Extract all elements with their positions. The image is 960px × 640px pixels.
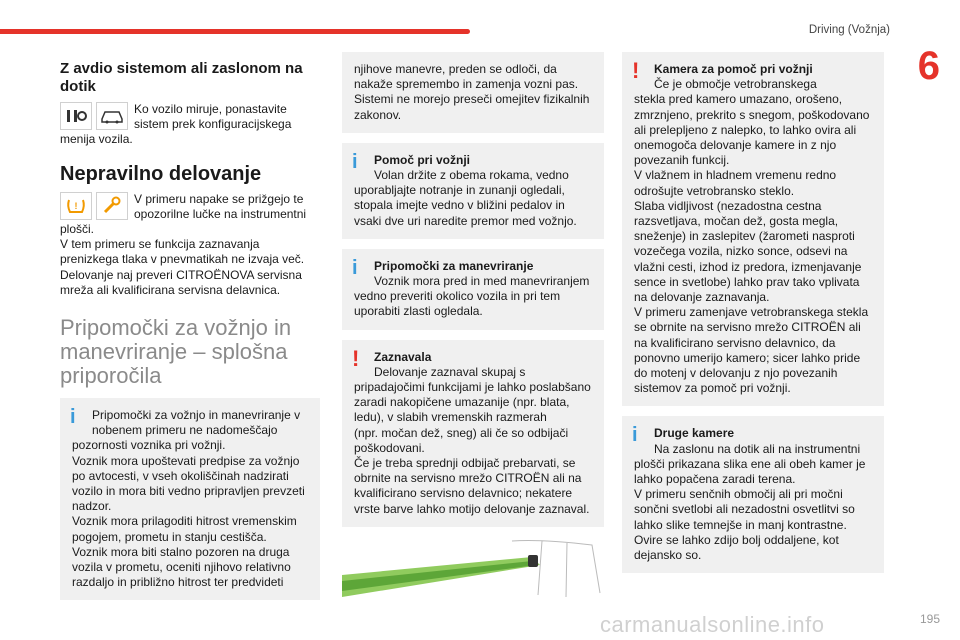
warning-box-camera bbox=[622, 52, 884, 406]
general-text-d: Voznik mora prilagoditi hitrost vremenskim pogojem, prometu in stanju cestišča. bbox=[72, 514, 297, 544]
malfunction-text-a: V primeru napake se prižgejo te opozorilne lučke na instrumentni bbox=[134, 191, 307, 221]
camera-text-d: Slaba vidljivost (nezadostna cestna razsvetljava, močan dež, gosta megla, sneženje) in zaslepitev (žarometi nasproti vozečega vozila, nizko sonce, odsevi na vlažni cesti, izhod iz predora, izmenjavanje sence in svetlobe) lahko prav tako vplivata na delovanje zaznavanja. bbox=[634, 198, 862, 305]
section-title: Driving (Vožnja) bbox=[808, 24, 890, 36]
info-box-driving-aid bbox=[342, 143, 604, 239]
manoeuvring-title: Pripomočki za manevriranje bbox=[374, 258, 534, 273]
column-2 bbox=[342, 52, 604, 605]
heading-malfunction: Nepravilno delovanje bbox=[60, 162, 262, 185]
continued-text: njihove manevre, preden se odloči, da nakaže spremembo in zamenja vozni pas. bbox=[354, 62, 579, 92]
audio-text-b: menija vozila. bbox=[60, 132, 133, 147]
chapter-number: 6 bbox=[917, 44, 940, 88]
camera-text-b: stekla pred kamero umazano, orošeno, zmrznjeno, prekrito s snegom, poškodovano ali prelepljeno z nalepko, to lahko ovira ali onemogoča delovanje kamere in z njo povezanih funkcij. bbox=[634, 92, 870, 168]
warning-icon: ! bbox=[352, 345, 360, 371]
info-box-continued bbox=[342, 52, 604, 133]
column-1 bbox=[60, 60, 320, 600]
windscreen-camera-illustration bbox=[342, 535, 604, 605]
info-box-manoeuvring bbox=[342, 249, 604, 330]
page-number: 195 bbox=[919, 612, 940, 626]
general-text-c: Voznik mora upoštevati predpise za vožnjo po avtocesti, v vseh okoliščinah nadzirati vozilo in mora biti vedno pripravljen prevzeti nadzor. bbox=[72, 453, 305, 514]
warning-box-sensors bbox=[342, 340, 604, 527]
driving-aid-text-a: Volan držite z obema rokama, vedno bbox=[374, 168, 569, 183]
malfunction-text-c: V tem primeru se funkcija zaznavanja prenizkega tlaka v pnevmatikah ne izvaja več. bbox=[60, 237, 305, 267]
watermark: carmanualsonline.info bbox=[600, 612, 825, 637]
heading-audio: Z avdio sistemom ali zaslonom na dotik bbox=[60, 60, 303, 95]
column-3 bbox=[622, 52, 884, 573]
info-box-general bbox=[60, 398, 320, 600]
camera-text-e: V primeru zamenjave vetrobranskega stekla se obrnite na servisno mrežo CITROËN ali na kvalificirano servisno delavnico, da ponovno umerijo kamero; sicer lahko pride do motenj v delovanju z njo povezanih sistemov za pomoč pri vožnji. bbox=[634, 305, 869, 396]
info-icon: i bbox=[70, 406, 76, 429]
info-icon: i bbox=[352, 256, 358, 279]
manoeuvring-text-a: Voznik mora pred in med manevriranjem bbox=[374, 274, 590, 289]
camera-text-c: V vlažnem in hladnem vremenu redno odrošujte vetrobransko steklo. bbox=[634, 168, 837, 198]
info-icon: i bbox=[352, 150, 358, 173]
general-text-e: Voznik mora biti stalno pozoren na druga vozila v prometu, oceniti njihovo relativno razdaljo in približno hitrost ter predvideti bbox=[72, 544, 291, 590]
svg-text:!: ! bbox=[74, 200, 78, 211]
manoeuvring-text-b: vedno preveriti okolico vozila in pri tem uporabiti zlasti ogledala. bbox=[354, 289, 561, 319]
other-cameras-text-b: plošči prikazana slika ene ali obeh kamer je lahko popačena zaradi terena. bbox=[634, 456, 866, 487]
info-box-other-cameras bbox=[622, 416, 884, 573]
info-icon: i bbox=[632, 424, 638, 447]
audio-text-a: Ko vozilo miruje, ponastavite sistem prek konfiguracijskega bbox=[134, 102, 292, 132]
driving-aid-title: Pomoč pri vožnji bbox=[374, 152, 471, 167]
camera-text-a: Če je območje vetrobranskega bbox=[654, 77, 817, 92]
car-icon bbox=[96, 102, 128, 130]
other-cameras-text-a: Na zaslonu na dotik ali na instrumentni bbox=[654, 441, 861, 456]
section-heading: Pripomočki za vožnjo in manevriranje – splošna priporočila bbox=[60, 315, 292, 389]
general-text-b: pozornosti voznika pri vožnji. bbox=[72, 438, 226, 453]
top-accent-bar bbox=[0, 29, 470, 34]
driving-aid-text-b: uporabljajte notranje in zunanji ogledali, stopala imejte vedno v bližini pedalov in vsaki dve uri naredite premor med vožnjo. bbox=[354, 183, 577, 228]
malfunction-block bbox=[60, 192, 320, 222]
sensors-text-d: Če je treba sprednji odbijač prebarvati, se obrnite na servisno mrežo CITROËN ali na kvalificirano servisno delavnico; nekatere vrste barve lahko motijo delovanje zaznaval. bbox=[354, 456, 590, 516]
sensors-text-a: Delovanje zaznaval skupaj s bbox=[374, 364, 526, 379]
other-cameras-text-c: V primeru senčnih območij ali pri močni sončni svetlobi ali nezadostni osvetlitvi so lahko slike temnejše in manj kontrastne. bbox=[634, 487, 855, 532]
audio-block bbox=[60, 102, 320, 132]
sensors-text-b: pripadajočimi funkcijami je lahko poslabšano zaradi nakopičene umazanije (npr. blata, ledu), v slabih vremenskih razmerah bbox=[354, 380, 591, 425]
tyre-pressure-warning-icon bbox=[60, 192, 92, 220]
settings-icon bbox=[60, 102, 92, 130]
other-cameras-title: Druge kamere bbox=[654, 426, 735, 441]
sensors-text-c: (npr. močan dež, sneg) ali če so odbijači poškodovani. bbox=[354, 425, 569, 455]
other-cameras-text-d: Ovire se lahko zdijo bolj oddaljene, kot dejansko so. bbox=[634, 532, 839, 563]
malfunction-text-d: Delovanje naj preveri CITROËNOVA servisna mreža ali kvalificirana servisna delavnica. bbox=[60, 267, 302, 297]
general-text-a: Pripomočki za vožnjo in manevriranje v nobenem primeru ne nadomeščajo bbox=[92, 408, 301, 438]
warning-icon: ! bbox=[632, 58, 640, 83]
camera-title: Kamera za pomoč pri vožnji bbox=[654, 62, 813, 76]
continued-text-2: Sistemi ne morejo preseči omejitev fizikalnih zakonov. bbox=[354, 92, 590, 122]
malfunction-text-b: plošči. bbox=[60, 222, 95, 237]
service-wrench-icon bbox=[96, 192, 128, 220]
sensors-title: Zaznavala bbox=[374, 349, 432, 364]
